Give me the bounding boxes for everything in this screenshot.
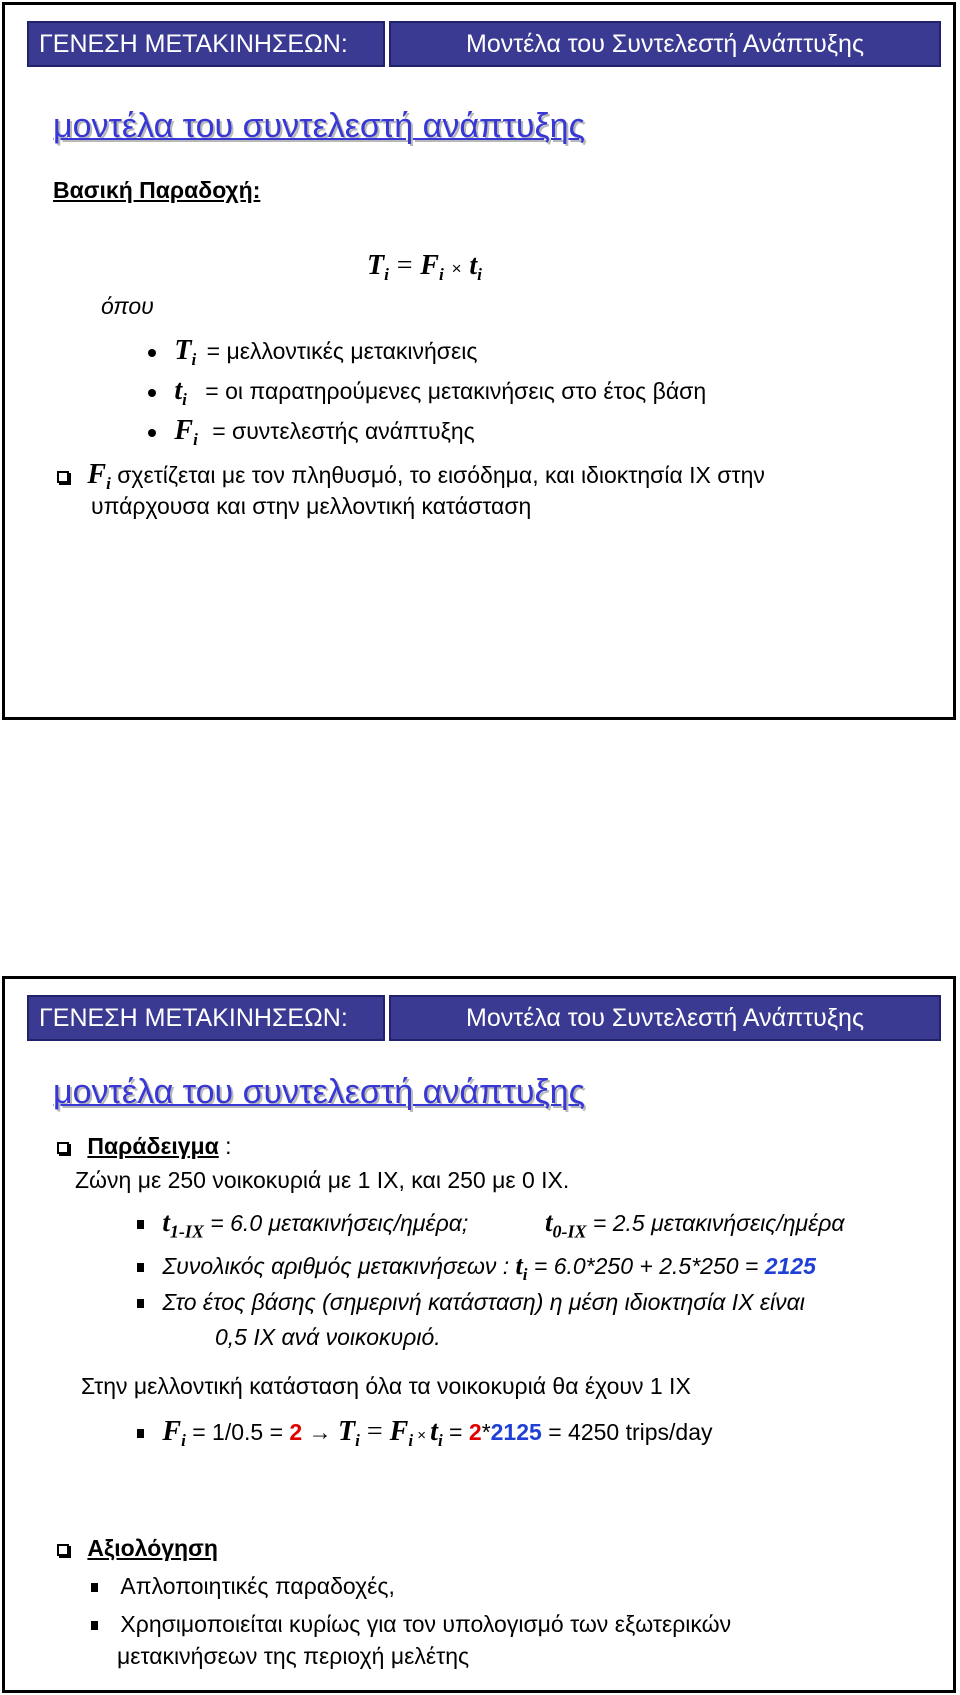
- example-heading: [57, 1133, 232, 1160]
- calc-t: t: [430, 1416, 438, 1447]
- evaluation-item: [91, 1611, 731, 1638]
- calc-F-sub: i: [181, 1430, 186, 1450]
- trip-rate-text: = 6.0 μετακινήσεις/ημέρα;: [203, 1210, 469, 1236]
- calc-times: ×: [413, 1427, 431, 1444]
- calc-trips: 2125: [490, 1419, 542, 1445]
- formula-eq: =: [396, 250, 413, 281]
- base-year-text-2: 0,5 ΙΧ ανά νοικοκυριό.: [215, 1324, 441, 1350]
- bullet-item: [148, 335, 477, 370]
- note-symbol: F: [87, 459, 107, 490]
- bullet-symbol: t: [174, 375, 183, 406]
- bullet-item: [148, 415, 475, 450]
- trip-rate-symbol: t: [162, 1207, 170, 1237]
- calc-ratio: = 1/0.5 =: [185, 1419, 290, 1445]
- zone-description: Ζώνη με 250 νοικοκυριά με 1 ΙΧ, και 250 με 0 ΙΧ.: [75, 1167, 570, 1193]
- where-label: όπου: [101, 293, 154, 319]
- calc-F: F: [162, 1416, 182, 1447]
- total-trips-symbol: t: [515, 1251, 523, 1280]
- calc-T-sub: i: [355, 1430, 360, 1450]
- formula-F: F: [420, 250, 439, 281]
- calc-factor-2: 2: [468, 1419, 482, 1445]
- evaluation-label: Αξιολόγηση: [87, 1535, 218, 1561]
- bullet-dot-icon: [148, 429, 156, 437]
- calc-T: T: [337, 1416, 356, 1447]
- slide-2: [2, 976, 956, 1693]
- square-bullet-icon: [137, 1263, 144, 1272]
- evaluation-heading: [57, 1535, 218, 1562]
- evaluation-text: Χρησιμοποιείται κυρίως για τον υπολογισμό των εξωτερικών: [120, 1611, 732, 1637]
- formula-T: T: [367, 250, 385, 281]
- header-right-label: Μοντέλα του Συντελεστή Ανάπτυξης: [389, 21, 941, 67]
- example-colon: :: [218, 1133, 232, 1159]
- square-bullet-icon: [137, 1220, 144, 1229]
- future-state-text: Στην μελλοντική κατάσταση όλα τα νοικοκυριά θα έχουν 1 ΙΧ: [81, 1373, 691, 1399]
- formula-times: ×: [451, 259, 462, 278]
- evaluation-item: [91, 1573, 395, 1600]
- formula-t-sub: i: [477, 265, 482, 285]
- calc-F2-sub: i: [408, 1430, 414, 1450]
- bullet-text: = οι παρατηρούμενες μετακινήσεις στο έτος βάση: [205, 378, 707, 404]
- header-left-label: ΓΕΝΕΣΗ ΜΕΤΑΚΙΝΗΣΕΩΝ:: [27, 995, 385, 1041]
- checkbox-bullet-icon: [57, 1544, 69, 1556]
- trip-rate-text: = 2.5 μετακινήσεις/ημέρα: [586, 1210, 845, 1236]
- header-left-label: ΓΕΝΕΣΗ ΜΕΤΑΚΙΝΗΣΕΩΝ:: [27, 21, 385, 67]
- checkbox-bullet-icon: [57, 471, 69, 483]
- bullet-symbol-sub: i: [193, 429, 198, 449]
- bullet-text: = μελλοντικές μετακινήσεις: [206, 338, 478, 364]
- bullet-symbol: T: [174, 335, 192, 366]
- arrow-right-icon: →: [302, 1419, 338, 1445]
- calc-result: = 4250 trips/day: [541, 1419, 713, 1445]
- total-trips-calc: = 6.0*250 + 2.5*250 =: [527, 1253, 765, 1279]
- main-formula: [367, 249, 482, 285]
- formula-F-sub: i: [438, 265, 444, 285]
- bullet-symbol-sub: i: [182, 389, 187, 409]
- example-bullet-3: [137, 1289, 805, 1316]
- example-bullet-1: [137, 1207, 468, 1242]
- slide-header: [27, 995, 941, 1041]
- slide-title: μοντέλα του συντελεστή ανάπτυξης: [53, 107, 585, 145]
- total-trips-result: 2125: [764, 1253, 816, 1279]
- calc-t-sub: i: [437, 1430, 443, 1450]
- bullet-symbol-sub: i: [191, 349, 197, 369]
- slide-header: [27, 21, 941, 67]
- bullet-dot-icon: [148, 349, 156, 357]
- square-bullet-icon: [137, 1299, 144, 1308]
- total-trips-sub: i: [522, 1264, 528, 1284]
- slide-1: [2, 2, 956, 720]
- growth-factor-calc: [137, 1416, 713, 1451]
- calc-F2: F: [389, 1416, 409, 1447]
- calc-factor: 2: [289, 1419, 303, 1445]
- bullet-text: = συντελεστής ανάπτυξης: [212, 418, 475, 444]
- trip-rate-symbol: t: [545, 1207, 553, 1237]
- square-bullet-icon: [137, 1429, 144, 1438]
- example-label: Παράδειγμα: [87, 1133, 219, 1159]
- formula-t: t: [469, 250, 478, 281]
- total-trips-text: Συνολικός αριθμός μετακινήσεων :: [162, 1253, 516, 1279]
- note-line-2: υπάρχουσα και στην μελλοντική κατάσταση: [91, 493, 532, 519]
- bullet-symbol: F: [174, 415, 194, 446]
- evaluation-text: Απλοποιητικές παραδοχές,: [120, 1573, 395, 1599]
- trip-rate-sub: 1-IX: [169, 1221, 204, 1242]
- calc-eq: =: [359, 1416, 390, 1447]
- checkbox-bullet-icon: [57, 1142, 69, 1154]
- calc-star: *: [481, 1419, 491, 1445]
- note-symbol-sub: i: [106, 473, 111, 493]
- example-bullet-1b: [545, 1207, 845, 1242]
- square-bullet-icon: [91, 1583, 98, 1592]
- example-bullet-2: [137, 1251, 816, 1285]
- bullet-item: [148, 375, 706, 410]
- square-bullet-icon: [91, 1621, 98, 1630]
- trip-rate-sub: 0-IX: [552, 1221, 587, 1242]
- slide-title: μοντέλα του συντελεστή ανάπτυξης: [53, 1073, 585, 1111]
- calc-eq2: =: [442, 1419, 469, 1445]
- base-year-text: Στο έτος βάσης (σημερινή κατάσταση) η μέση ιδιοκτησία ΙΧ είναι: [162, 1289, 805, 1315]
- note-text: σχετίζεται με τον πληθυσμό, το εισόδημα, και ιδιοκτησία ΙΧ στην: [117, 462, 765, 488]
- note-line-1: [57, 459, 765, 494]
- subheading: Βασική Παραδοχή:: [53, 177, 261, 203]
- formula-T-sub: i: [384, 265, 389, 285]
- evaluation-text-cont: μετακινήσεων της περιοχή μελέτης: [117, 1643, 470, 1669]
- header-right-label: Μοντέλα του Συντελεστή Ανάπτυξης: [389, 995, 941, 1041]
- bullet-dot-icon: [148, 389, 156, 397]
